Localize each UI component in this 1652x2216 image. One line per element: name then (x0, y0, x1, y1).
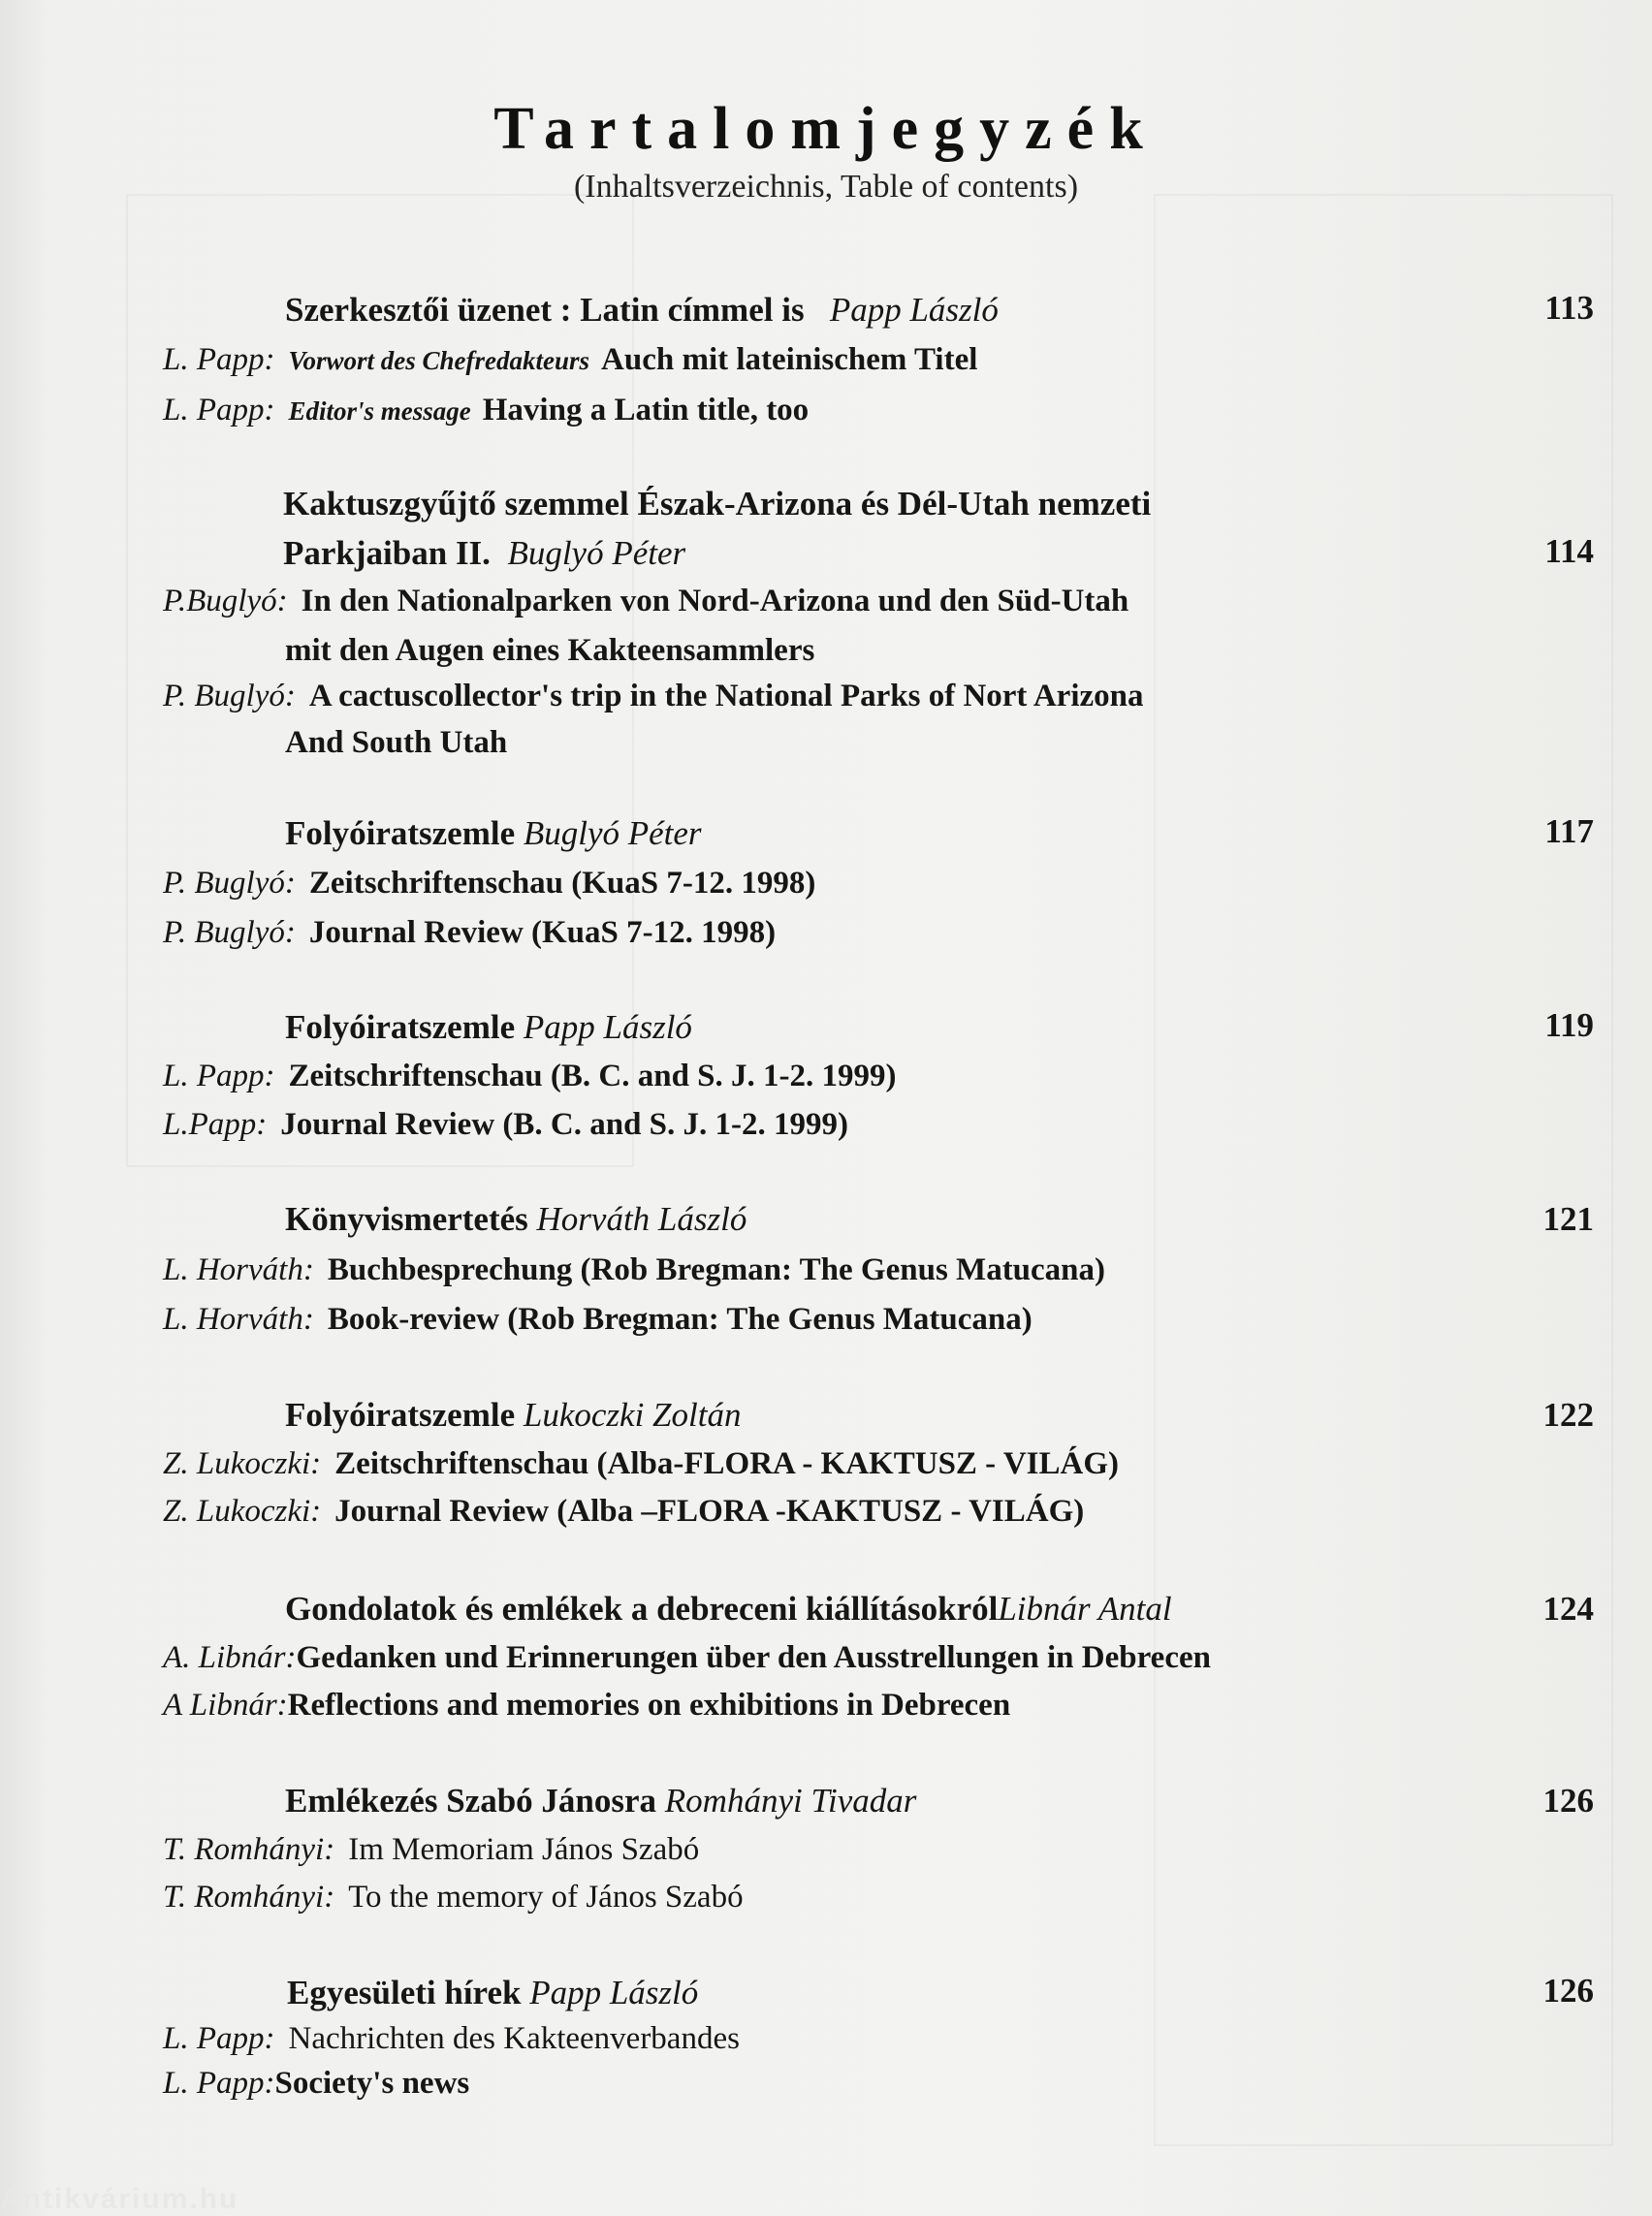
entry-translation-line (163, 2066, 469, 2102)
entry-author: Papp László (523, 1008, 692, 1046)
line-section: Vorwort des Chefredakteurs (288, 346, 590, 375)
entry-title-text: Emlékezés Szabó Jánosra (285, 1782, 657, 1820)
entry-page-number: 119 (1544, 1006, 1594, 1044)
line-text: Society's news (274, 2066, 470, 2101)
entry-title-text: Folyóiratszemle (285, 1396, 516, 1434)
line-author: L. Papp: (163, 2066, 275, 2101)
entry-author: Romhányi Tivadar (664, 1782, 917, 1820)
line-text: Buchbesprechung (Rob Bregman: The Genus Matucana) (327, 1252, 1106, 1287)
entry-translation-line (163, 1446, 1119, 1482)
entry-translation-continuation: And South Utah (285, 725, 508, 760)
entry-title (285, 1590, 1172, 1629)
entry-author: Buglyó Péter (507, 534, 686, 572)
entry-title (283, 534, 685, 573)
entry-title-text: Folyóiratszemle (285, 1008, 516, 1046)
entry-translation-line (163, 584, 1128, 619)
entry-title (285, 291, 999, 330)
show-through-frame-right (1154, 194, 1613, 2146)
entry-translation-line (163, 393, 809, 428)
entry-title-text: Szerkesztői üzenet : Latin címmel is (285, 291, 805, 329)
line-text: Im Memoriam János Szabó (348, 1832, 700, 1867)
entry-page-number: 121 (1542, 1200, 1594, 1238)
line-text: Book-review (Rob Bregman: The Genus Matucana) (327, 1302, 1032, 1337)
line-author: Z. Lukoczki: (163, 1494, 322, 1529)
entry-title (285, 1396, 741, 1435)
entry-title (285, 1008, 692, 1047)
entry-translation-line (163, 915, 776, 951)
entry-page-number: 126 (1542, 1782, 1594, 1820)
entry-title (287, 1974, 698, 2012)
entry-author: Papp László (529, 1974, 699, 2011)
entry-translation-line (163, 866, 815, 902)
line-author: A Libnár: (163, 1688, 288, 1723)
entry-title (285, 1782, 916, 1820)
line-text: Zeitschriftenschau (B. C. and S. J. 1-2. 1999) (288, 1059, 897, 1093)
line-text: Zeitschriftenschau (KuaS 7-12. 1998) (308, 866, 816, 901)
entry-translation-line (163, 1107, 848, 1143)
line-text: Having a Latin title, too (482, 393, 810, 427)
line-author: L. Horváth: (163, 1302, 314, 1337)
entry-author: Lukoczki Zoltán (523, 1396, 742, 1434)
entry-page-number: 114 (1544, 532, 1594, 570)
line-text: To the memory of János Szabó (348, 1880, 744, 1915)
line-text: Journal Review (KuaS 7-12. 1998) (308, 915, 777, 950)
line-author: T. Romhányi: (163, 1832, 335, 1867)
line-text: Auch mit lateinischem Titel (601, 342, 978, 377)
line-author: L. Papp: (163, 342, 275, 377)
line-text: Gedanken und Erinnerungen über den Ausstrellungen in Debrecen (296, 1640, 1211, 1675)
line-text: Nachrichten des Kakteenverbandes (288, 2021, 740, 2056)
entry-page-number: 124 (1542, 1590, 1594, 1628)
entry-translation-line (163, 1688, 1010, 1724)
line-author: L.Papp: (163, 1107, 268, 1142)
entry-translation-line (163, 1640, 1211, 1676)
watermark-text: Antikvárium.hu (0, 2183, 239, 2215)
entry-translation-line (163, 1059, 897, 1094)
entry-author: Horváth László (536, 1200, 747, 1238)
entry-page-number: 117 (1544, 812, 1594, 850)
line-author: A. Libnár: (163, 1640, 297, 1675)
entry-title-text: Könyvismertetés (285, 1200, 528, 1238)
entry-title-text: Egyesületi hírek (287, 1974, 522, 2011)
line-section: Editor's message (288, 396, 471, 426)
entry-translation-line (163, 1880, 744, 1915)
page-subtitle: (Inhaltsverzeichnis, Table of contents) (573, 169, 1079, 205)
entry-translation-line (163, 1252, 1105, 1288)
line-author: L. Horváth: (163, 1252, 314, 1287)
line-text: Reflections and memories on exhibitions in Debrecen (287, 1688, 1011, 1723)
entry-page-number: 122 (1542, 1396, 1594, 1434)
entry-title (285, 1200, 747, 1239)
entry-translation-line (163, 679, 1144, 714)
line-author: L. Papp: (163, 1059, 275, 1093)
line-text: Zeitschriftenschau (Alba-FLORA - KAKTUSZ - VILÁG) (334, 1446, 1119, 1481)
line-author: P.Buglyó: (163, 584, 288, 618)
line-author: L. Papp: (163, 2021, 275, 2056)
entry-title-text: Gondolatok és emlékek a debreceni kiállításokról (285, 1590, 999, 1628)
entry-translation-continuation: mit den Augen eines Kakteensammlers (285, 633, 815, 668)
line-text: Journal Review (B. C. and S. J. 1-2. 1999) (280, 1107, 849, 1142)
entry-page-number: 113 (1544, 289, 1594, 327)
entry-title (285, 814, 702, 853)
entry-title: Kaktuszgyűjtő szemmel Észak-Arizona és Dél-Utah nemzeti (283, 485, 1152, 522)
entry-page-number: 126 (1542, 1972, 1594, 2010)
entry-title-text: Parkjaiban II. (283, 534, 491, 572)
line-text: In den Nationalparken von Nord-Arizona und den Süd-Utah (301, 584, 1129, 618)
entry-author: Papp László (829, 291, 999, 329)
line-author: T. Romhányi: (163, 1880, 335, 1915)
line-author: Z. Lukoczki: (163, 1446, 322, 1481)
line-author: P. Buglyó: (163, 866, 296, 901)
line-text: A cactuscollector's trip in the National Parks of Nort Arizona (308, 679, 1144, 713)
line-author: L. Papp: (163, 393, 275, 427)
line-text: Journal Review (Alba –FLORA -KAKTUSZ - VILÁG) (334, 1494, 1085, 1529)
entry-translation-line (163, 1494, 1084, 1530)
page-title: Tartalomjegyzék (493, 96, 1159, 162)
entry-translation-line (163, 1832, 699, 1868)
entry-title-text: Folyóiratszemle (285, 814, 516, 852)
entry-translation-line (163, 342, 977, 378)
entry-translation-line (163, 1302, 1032, 1338)
line-author: P. Buglyó: (163, 679, 296, 713)
line-author: P. Buglyó: (163, 915, 296, 950)
entry-author: Libnár Antal (998, 1590, 1172, 1628)
entry-translation-line (163, 2021, 740, 2057)
entry-author: Buglyó Péter (523, 814, 702, 852)
